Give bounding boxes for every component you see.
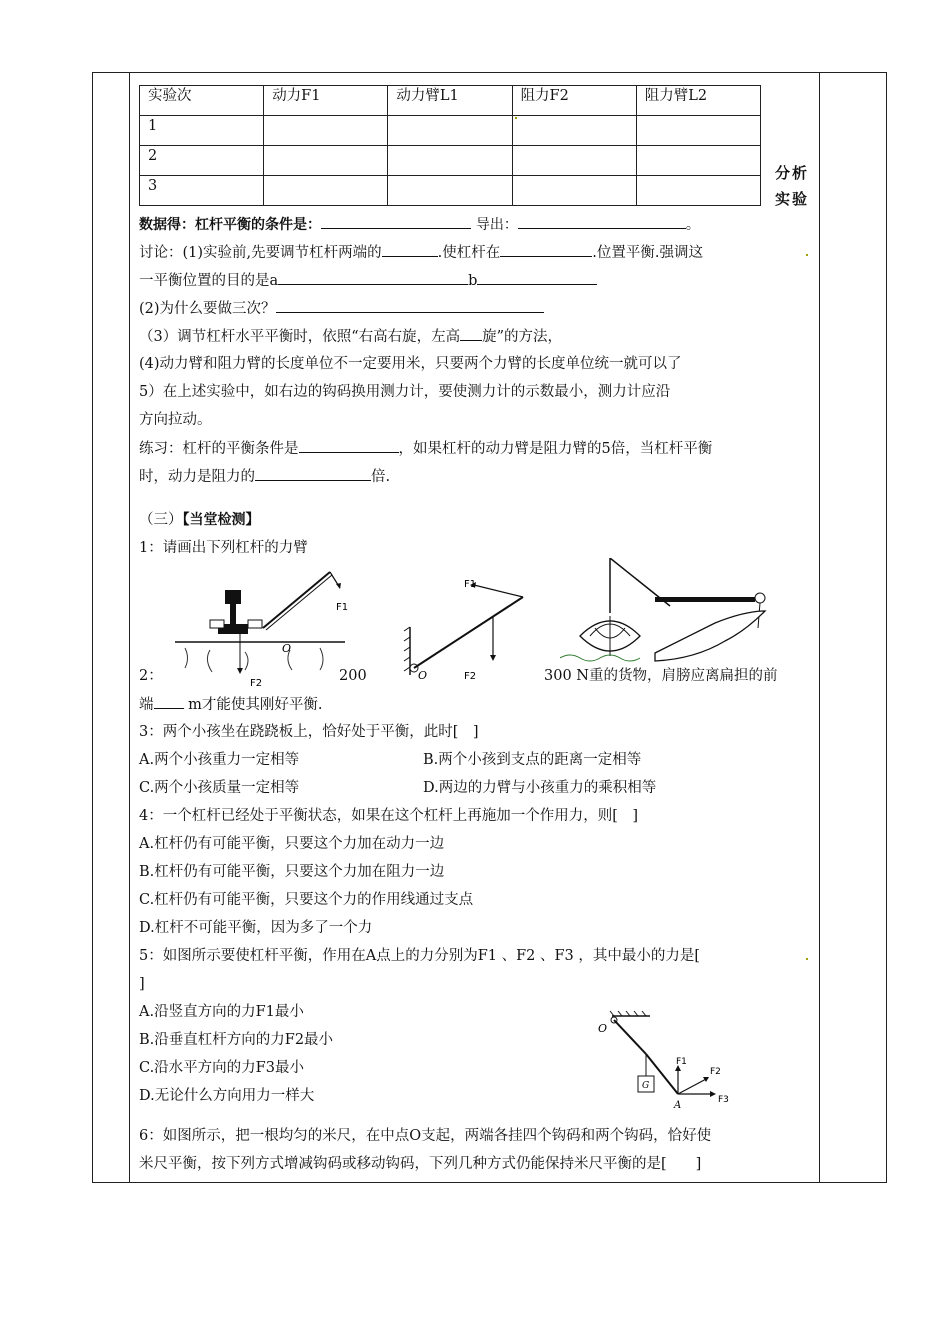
- table-header-cell: 动力F1: [264, 86, 388, 116]
- option-b[interactable]: B.两个小孩到支点的距离一定相等: [423, 752, 642, 768]
- lever-figure: [398, 575, 538, 685]
- option-d[interactable]: D.无论什么方向用力一样大: [139, 1088, 315, 1104]
- answer-blank[interactable]: [518, 214, 686, 229]
- label-f3: F3: [718, 1095, 729, 1105]
- text: .位置平衡.强调这: [592, 245, 703, 261]
- table-header-cell: 实验次: [140, 86, 264, 116]
- question-5-stem-end: ]: [139, 976, 145, 992]
- carrying-pole-figure: [560, 558, 780, 678]
- table-header-row: [140, 86, 761, 116]
- question-6-line-2: 米尺平衡，按下列方式增减钩码或移动钩码，下列几种方式仍能保持米尺平衡的是[ ]: [139, 1156, 702, 1172]
- table-cell[interactable]: [512, 146, 636, 176]
- answer-blank[interactable]: [460, 326, 482, 341]
- table-cell[interactable]: [512, 116, 636, 146]
- label-f2: F2: [250, 678, 263, 689]
- scan-dot: [515, 117, 517, 119]
- table-header-cell: 阻力臂L2: [636, 86, 760, 116]
- text: m才能使其刚好平衡.: [188, 697, 323, 713]
- label-o: O: [418, 669, 428, 682]
- text: 一平衡位置的目的是a: [139, 273, 279, 289]
- text: 练习：杠杆的平衡条件是: [139, 441, 299, 457]
- discussion-line-7: 方向拉动。: [139, 412, 212, 428]
- table-cell[interactable]: [264, 176, 388, 206]
- text: 200: [339, 668, 367, 684]
- discussion-line-5: (4)动力臂和阻力臂的长度单位不一定要用米，只要两个力臂的长度单位统一就可以了: [139, 356, 682, 372]
- answer-blank[interactable]: [276, 298, 544, 313]
- experiment-table: [139, 85, 761, 206]
- table-cell[interactable]: [388, 116, 512, 146]
- label-f1: F1: [464, 579, 477, 590]
- table-cell[interactable]: [636, 116, 760, 146]
- option-b[interactable]: B.沿垂直杠杆方向的力F2最小: [139, 1032, 334, 1048]
- question-1: 1：请画出下列杠杆的力臂: [139, 540, 308, 556]
- text: ，如果杠杆的动力臂是阻力臂的5倍，当杠杆平衡: [398, 441, 713, 457]
- option-c[interactable]: C.杠杆仍有可能平衡，只要这个力的作用线通过支点: [139, 892, 474, 908]
- right-column-divider: [819, 73, 820, 1182]
- practice-line-1: [139, 438, 712, 459]
- option-a[interactable]: A.杠杆仍有可能平衡，只要这个力加在动力一边: [139, 836, 445, 852]
- answer-blank[interactable]: [500, 242, 592, 257]
- answer-blank[interactable]: [154, 694, 184, 709]
- text: (2)为什么要做三次？: [139, 301, 276, 317]
- period: 。: [685, 217, 700, 233]
- label-o: O: [598, 1022, 608, 1035]
- table-cell[interactable]: [388, 146, 512, 176]
- force-direction-figure: [590, 1010, 740, 1110]
- question-5-stem: 5：如图所示要使杠杆平衡，作用在A点上的力分别为F1 、F2 、F3 ，其中最小的力是[: [139, 948, 701, 964]
- table-cell: 1: [140, 116, 264, 146]
- text: 2：: [139, 668, 163, 684]
- label-f2: F2: [464, 671, 477, 682]
- discussion-line-6: 5）在上述实验中，如右边的钩码换用测力计，要使测力计的示数最小，测力计应沿: [139, 384, 671, 400]
- text: 倍.: [371, 469, 391, 485]
- text: 端: [139, 697, 154, 713]
- table-cell[interactable]: [264, 146, 388, 176]
- section-heading: [139, 510, 260, 530]
- scan-dot: [806, 254, 808, 256]
- table-cell[interactable]: [636, 176, 760, 206]
- discussion-line-2: [139, 270, 597, 291]
- option-b[interactable]: B.杠杆仍有可能平衡，只要这个力加在阻力一边: [139, 864, 445, 880]
- answer-blank[interactable]: [321, 214, 471, 229]
- table-header-cell: 动力臂L1: [388, 86, 512, 116]
- option-d[interactable]: D.杠杆不可能平衡，因为多了一个力: [139, 920, 373, 936]
- text: 300 N重的货物，肩膀应离扁担的前: [544, 668, 778, 684]
- table-cell[interactable]: [636, 146, 760, 176]
- table-cell[interactable]: [512, 176, 636, 206]
- table-cell[interactable]: [388, 176, 512, 206]
- side-label-line2: 实验: [775, 190, 810, 208]
- answer-blank[interactable]: [278, 270, 468, 285]
- scan-dot: [806, 958, 808, 960]
- answer-blank[interactable]: [299, 438, 399, 453]
- question-2-line-2: [139, 694, 322, 715]
- option-d[interactable]: D.两边的力臂与小孩重力的乘积相等: [423, 780, 657, 796]
- text: b: [468, 273, 478, 289]
- section-title: 【当堂检测】: [182, 512, 260, 528]
- table-cell[interactable]: [264, 116, 388, 146]
- label-g: G: [642, 1081, 650, 1091]
- label-a: A: [674, 1100, 682, 1110]
- text: 旋”的方法，: [482, 329, 563, 345]
- answer-blank[interactable]: [477, 270, 597, 285]
- question-6-line-1: 6：如图所示，把一根均匀的米尺，在中点O支起，两端各挂四个钩码和两个钩码，恰好使: [139, 1128, 712, 1144]
- crowbar-figure: [170, 560, 350, 690]
- discussion-line-4: [139, 326, 562, 347]
- table-cell: 3: [140, 176, 264, 206]
- text: 时，动力是阻力的: [139, 469, 255, 485]
- answer-blank[interactable]: [255, 466, 371, 481]
- table-header-cell: 阻力F2: [512, 86, 636, 116]
- left-column-divider: [129, 73, 130, 1182]
- label-f1: F1: [336, 602, 349, 613]
- question-4-stem: 4：一个杠杆已经处于平衡状态，如果在这个杠杆上再施加一个作用力，则[ ]: [139, 808, 639, 824]
- label-o: O: [282, 642, 292, 655]
- option-c[interactable]: C.两个小孩质量一定相等: [139, 780, 300, 796]
- text: （三）: [139, 512, 183, 528]
- label-f2: F2: [710, 1067, 721, 1077]
- table-cell: 2: [140, 146, 264, 176]
- discussion-line-1: [139, 242, 703, 263]
- label-f1: F1: [676, 1057, 687, 1067]
- side-label: [775, 160, 809, 212]
- conclusion-label: 数据得：杠杆平衡的条件是：: [139, 217, 321, 233]
- question-3-stem: 3：两个小孩坐在跷跷板上，恰好处于平衡，此时[ ]: [139, 724, 479, 740]
- option-a[interactable]: A.两个小孩重力一定相等: [139, 752, 300, 768]
- side-label-line1: 分析: [775, 164, 810, 182]
- discussion-line-3: [139, 298, 544, 319]
- table-row: [140, 116, 761, 146]
- option-c[interactable]: C.沿水平方向的力F3最小: [139, 1060, 304, 1076]
- answer-blank[interactable]: [382, 242, 438, 257]
- text: .使杠杆在: [437, 245, 501, 261]
- table-row: [140, 146, 761, 176]
- derive-label: 导出：: [475, 217, 518, 233]
- text: （3）调节杠杆水平平衡时，依照“右高右旋，左高: [139, 329, 461, 345]
- practice-line-2: [139, 466, 390, 487]
- text: 讨论：(1)实验前,先要调节杠杆两端的: [139, 245, 382, 261]
- option-a[interactable]: A.沿竖直方向的力F1最小: [139, 1004, 304, 1020]
- conclusion-line: [139, 214, 700, 235]
- table-row: [140, 176, 761, 206]
